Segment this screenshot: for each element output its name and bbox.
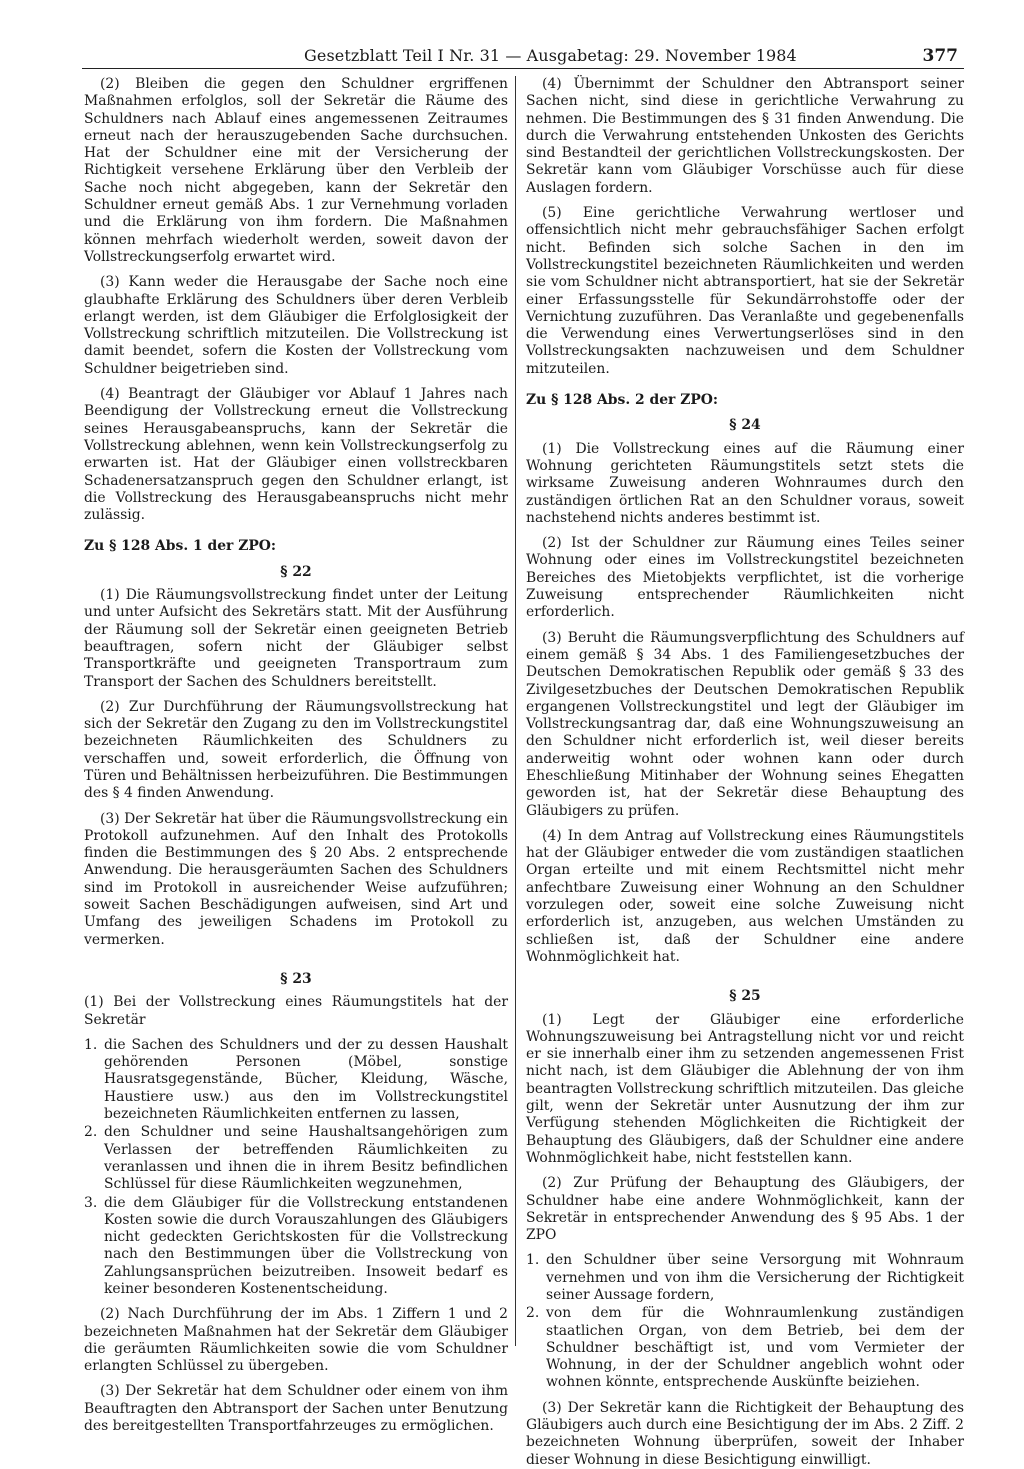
section-number-24: § 24 — [729, 417, 761, 434]
list-text: den Schuldner und seine Haushaltsangehörigen zum Verlassen der betreffenden Räumlichkeiten zu veranlassen und ihnen die in ihrem Besitz befindlichen Schlüssel für diese Räumlichkeiten wegzunehmen, — [104, 1124, 508, 1193]
paragraph: (2) Nach Durchführung der im Abs. 1 Ziffern 1 und 2 bezeichneten Maßnahmen hat der Sekretär dem Gläubiger die geräumten Räumlichkeiten sowie die vom Schuldner erlangten Schlüssel zu übergeben. — [84, 1306, 508, 1375]
paragraph: (3) Der Sekretär kann die Richtigkeit der Behauptung des Gläubigers auch durch eine Besichtigung der im Abs. 2 Ziff. 2 bezeichneten Wohnung überprüfen, soweit der Inhaber dieser Wohnung in diese Besichtigung einwilligt. — [526, 1399, 964, 1468]
list-number: 2. — [526, 1305, 540, 1322]
paragraph: (3) Der Sekretär hat dem Schuldner oder einem von ihm Beauftragten den Abtransport der Sachen unter Benutzung des bereitgestellten Transportfahrzeuges zu ermöglichen. — [84, 1383, 508, 1435]
paragraph: (1) Bei der Vollstreckung eines Räumungstitels hat der Sekretär — [84, 994, 508, 1028]
paragraph: (4) In dem Antrag auf Vollstreckung eines Räumungstitels hat der Gläubiger entweder die vom zuständigen staatlichen Organ erteilte und mit einem Rechtsmittel nicht mehr anfechtbare Zuweisung einer Wohnung an den Schuldner vorzulegen oder, soweit eine solche Zuweisung nicht erforderlich ist, anzugeben, aus welchen Umständen zu schließen ist, daß der Schuldner eine andere Wohnmöglichkeit hat. — [526, 827, 964, 965]
paragraph: (3) Beruht die Räumungsverpflichtung des Schuldners auf einem gemäß § 34 Abs. 1 des Familiengesetzbuches der Deutschen Demokratischen Republik oder gemäß § 33 des Zivilgesetzbuches der Deutschen Demokratischen Republik ergangenen Vollstreckungstitel und legt der Gläubiger im Vollstreckungsantrag dar, daß eine Wohnungszuweisung an den Schuldner nicht erforderlich ist, weil dieser bereits anderweitig wohnt oder wohnen kann oder durch Eheschließung Mitinhaber der Wohnung seines Ehegatten geworden ist, hat der Sekretär diese Behauptung des Gläubigers zu prüfen. — [526, 629, 964, 819]
section-number-22: § 22 — [280, 563, 312, 580]
list-text: von dem für die Wohnraumlenkung zuständigen staatlichen Organ, von dem Betrieb, bei dem der Schuldner beschäftigt ist, und vom Vermieter der Wohnung, in der der Schuldner angeblich wohnt oder wohnen könnte, entsprechende Auskünfte beiziehen. — [546, 1305, 964, 1391]
paragraph: (1) Die Räumungsvollstreckung findet unter der Leitung und unter Aufsicht des Sekretärs statt. Mit der Ausführung der Räumung soll der Sekretär einen geeigneten Betrieb beauftragen, sofern nicht der Gläubiger selbst Transportkräfte und geeigneten Transportraum zum Transport der Sachen des Schuldners bereitstellt. — [84, 587, 508, 690]
page-header — [82, 44, 964, 69]
paragraph: (1) Legt der Gläubiger eine erforderliche Wohnungszuweisung bei Antragstellung nicht vor und reicht er sie innerhalb einer ihm zu setzenden angemessenen Frist nicht nach, ist dem Gläubiger die Ablehnung der von ihm beantragten Vollstreckung schriftlich mitzuteilen. Das gleiche gilt, wenn der Sekretär unter Ausnutzung der ihm zur Verfügung stehenden Möglichkeiten die Richtigkeit der Behauptung des Gläubigers, daß der Schuldner eine andere Wohnmöglichkeit habe, nicht feststellen kann. — [526, 1011, 964, 1166]
section-number-23: § 23 — [280, 970, 312, 987]
column-divider — [515, 76, 516, 1346]
gazette-title: Gesetzblatt Teil I Nr. 31 — Ausgabetag: 29. November 1984 — [304, 46, 797, 65]
section-heading-zu-128-1: Zu § 128 Abs. 1 der ZPO: — [84, 538, 277, 555]
paragraph: (4) Beantragt der Gläubiger vor Ablauf 1 Jahres nach Beendigung der Vollstreckung erneut die Vollstreckung seines Herausgabeanspruchs, kann der Sekretär die Vollstreckung ablehnen, wenn kein Vollstreckungserfolg zu erwarten ist. Hat der Gläubiger einen vollstreckbaren Schadenersatzanspruch gegen den Schuldner erlangt, ist die Vollstreckung des Herausgabeanspruchs nicht mehr zulässig. — [84, 386, 508, 524]
list-item — [84, 1195, 508, 1299]
list-item — [526, 1305, 964, 1391]
list-number: 1. — [526, 1252, 540, 1269]
paragraph: (1) Die Vollstreckung eines auf die Räumung einer Wohnung gerichteten Räumungstitels setzt stets die wirksame Zuweisung anderen Wohnraumes durch den zuständigen örtlichen Rat an den Schuldner voraus, soweit nachstehend nichts anderes bestimmt ist. — [526, 440, 964, 526]
numbered-list — [84, 1037, 508, 1298]
list-number: 3. — [84, 1194, 98, 1211]
section-number-25: § 25 — [729, 988, 761, 1005]
paragraph: (3) Der Sekretär hat über die Räumungsvollstreckung ein Protokoll aufzunehmen. Auf den Inhalt des Protokolls finden die Bestimmungen des § 20 Abs. 2 entsprechende Anwendung. Die herausgeräumten Sachen des Schuldners sind im Protokoll in ausreichender Weise aufzuführen; soweit Sachen Beschädigungen aufweisen, sind Art und Umfang des jeweiligen Schadens im Protokoll zu vermerken. — [84, 810, 508, 948]
list-text: den Schuldner über seine Versorgung mit Wohnraum vernehmen und von ihm die Versicherung der Richtigkeit seiner Aussage fordern, — [546, 1252, 964, 1303]
left-column — [84, 76, 508, 1435]
list-item — [526, 1252, 964, 1304]
list-item — [84, 1124, 508, 1193]
list-number: 2. — [84, 1124, 98, 1141]
paragraph: (3) Kann weder die Herausgabe der Sache noch eine glaubhafte Erklärung des Schuldners über deren Verbleib erlangt werden, ist dem Gläubiger die Erfolglosigkeit der Vollstreckung schriftlich mitzuteilen. Die Vollstreckung ist damit beendet, sofern die Kosten der Vollstreckung vom Schuldner beigetrieben sind. — [84, 274, 508, 377]
list-text: die dem Gläubiger für die Vollstreckung entstandenen Kosten sowie die durch Vorauszahlungen des Gläubigers nicht gedeckten Gerichtskosten für die Vollstreckung nach den Bestimmungen über die Vollstreckung von Zahlungsansprüchen beizutreiben. Insoweit bedarf es keiner besonderen Kostenentscheidung. — [104, 1194, 508, 1297]
list-text: die Sachen des Schuldners und der zu dessen Haushalt gehörenden Personen (Möbel, sonstige Hausratsgegenstände, Bücher, Kleidung, Wäsche, Haustiere usw.) aus den im Vollstreckungstitel bezeichneten Räumlichkeiten entfernen zu lassen, — [104, 1036, 508, 1123]
paragraph: (2) Bleiben die gegen den Schuldner ergriffenen Maßnahmen erfolglos, soll der Sekretär die Räume des Schuldners nach Ablauf eines angemessenen Zeitraumes erneut nach der herauszugebenden Sache durchsuchen. Hat der Schuldner eine mit der Versicherung der Richtigkeit versehene Erklärung über den Verbleib der Sache noch nicht abgegeben, kann der Sekretär den Schuldner erneut gemäß Abs. 1 zur Vernehmung vorladen und die Erklärung von ihm fordern. Die Maßnahmen können mehrfach wiederholt werden, soweit davon der Vollstreckungserfolg erwartet wird. — [84, 76, 508, 265]
section-heading-zu-128-2: Zu § 128 Abs. 2 der ZPO: — [526, 392, 719, 409]
paragraph: (5) Eine gerichtliche Verwahrung wertloser und offensichtlich nicht mehr gebrauchsfähiger Sachen erfolgt nicht. Befinden sich solche Sachen in den im Vollstreckungstitel bezeichneten Räumlichkeiten und werden sie vom Schuldner nicht abtransportiert, hat sie der Sekretär einer Erfassungsstelle für Sekundärrohstoffe oder der Vernichtung zuzuführen. Das Veranlaßte und gegebenenfalls die Verwendung eines Verwertungserlöses sind in den Vollstreckungsakten nachzuweisen und dem Schuldner mitzuteilen. — [526, 205, 964, 377]
paragraph: (2) Zur Durchführung der Räumungsvollstreckung hat sich der Sekretär den Zugang zu den im Vollstreckungstitel bezeichneten Räumlichkeiten des Schuldners zu verschaffen und, soweit erforderlich, die Öffnung von Türen und Behältnissen herbeizuführen. Die Bestimmungen des § 4 finden Anwendung. — [84, 698, 508, 802]
list-item — [84, 1037, 508, 1123]
paragraph: (2) Zur Prüfung der Behauptung des Gläubigers, der Schuldner habe eine andere Wohnmöglichkeit, kann der Sekretär in entsprechender Anwendung des § 95 Abs. 1 der ZPO — [526, 1175, 964, 1244]
page-number: 377 — [922, 46, 958, 66]
list-number: 1. — [84, 1036, 98, 1053]
numbered-list — [526, 1252, 964, 1391]
paragraph: (4) Übernimmt der Schuldner den Abtransport seiner Sachen nicht, sind diese in gerichtliche Verwahrung zu nehmen. Die Bestimmungen des § 31 finden Anwendung. Die durch die Verwahrung entstehenden Unkosten des Gerichts sind Bestandteil der gerichtlichen Vollstreckungskosten. Der Sekretär kann vom Gläubiger Vorschüsse auch für diese Auslagen fordern. — [526, 76, 964, 196]
paragraph: (2) Ist der Schuldner zur Räumung eines Teiles seiner Wohnung oder eines im Vollstreckungstitel bezeichneten Bereiches des Mietobjekts verpflichtet, ist die vorherige Zuweisung entsprechender Räumlichkeiten nicht erforderlich. — [526, 535, 964, 621]
right-column — [526, 76, 964, 1468]
